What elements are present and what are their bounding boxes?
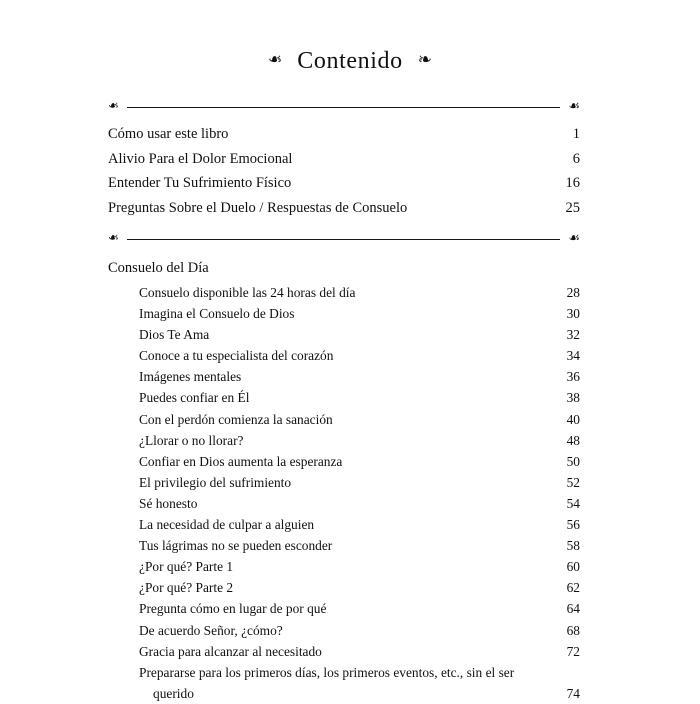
toc-entry-page-number: 6 [572,150,580,167]
divider-top [108,100,580,114]
toc-entry-label: Imágenes mentales [139,369,242,385]
toc-entry-page-number: 52 [566,474,580,490]
toc-entry-label: Con el perdón comienza la sanación [139,411,333,427]
toc-sub-entry[interactable] [139,366,580,387]
divider-ornament-left-icon: ❧ [108,98,119,114]
toc-entry-page-number: 62 [566,580,580,596]
toc-entry-label: Conoce a tu especialista del corazón [139,348,334,364]
toc-entry-label: Confiar en Dios aumenta la esperanza [139,453,343,469]
toc-sub-entry[interactable] [139,430,580,451]
toc-entry-label: Puedes confiar en Él [139,390,250,406]
toc-entry-page-number: 56 [566,517,580,533]
toc-entry-label: Gracia para alcanzar al necesitado [139,643,322,659]
toc-entry-page-number: 68 [566,622,580,638]
toc-entry-label: ¿Llorar o no llorar? [139,432,244,448]
toc-entry-page-number: 16 [565,175,580,191]
toc-entry-label: Alivio Para el Dolor Emocional [108,150,293,167]
toc-sub-entry[interactable] [139,577,580,598]
toc-entry-label: ¿Por qué? Parte 2 [139,580,234,596]
toc-entry-page-number: 54 [566,495,580,511]
divider-middle [108,232,580,246]
toc-entry-page-number: 74 [566,685,580,701]
toc-sub-entry[interactable] [139,282,580,303]
toc-sub-entry[interactable] [139,303,580,324]
toc-entry[interactable] [108,171,580,196]
toc-sub-entry[interactable] [139,535,580,556]
toc-content [108,100,580,704]
toc-entry[interactable] [108,122,580,147]
toc-sub-entry[interactable] [139,641,580,662]
toc-entry-label: Consuelo disponible las 24 horas del día [139,285,356,300]
toc-sub-entry[interactable] [139,556,580,577]
divider-rule [127,107,560,108]
toc-entry-page-number: 32 [566,327,580,343]
divider-ornament-right-icon: ☙ [568,98,580,114]
page-title: Contenido [297,48,403,74]
toc-entry[interactable] [108,196,580,221]
toc-entry-page-number: 30 [566,306,580,322]
toc-sub-entry[interactable] [139,514,580,535]
toc-entry-label: La necesidad de culpar a alguien [139,517,315,533]
toc-sub-entry[interactable] [139,409,580,430]
toc-sub-entry[interactable] [139,387,580,408]
divider-ornament-left-icon: ❧ [108,230,119,246]
page-title-area [0,0,700,88]
toc-entry-page-number: 60 [566,559,580,575]
toc-entry-page-number: 64 [566,601,580,617]
toc-sub-entry[interactable] [139,662,580,704]
toc-entry-page-number: 38 [566,390,580,406]
section-heading: Consuelo del Día [108,260,209,276]
toc-entry-page-number: 1 [572,126,580,142]
toc-entry-page-number: 34 [566,348,580,364]
toc-sub-entry[interactable] [139,451,580,472]
page-title-row [268,48,432,75]
toc-entry-page-number: 50 [566,453,580,469]
toc-entry-label: Sé honesto [139,495,198,511]
toc-entry-label: ¿Por qué? Parte 1 [139,559,234,575]
toc-sub-entry[interactable] [139,472,580,493]
toc-entry[interactable] [108,147,580,172]
toc-entry-label: Entender Tu Sufrimiento Físico [108,175,292,191]
toc-entry-page-number: 48 [566,432,580,448]
toc-sub-entry[interactable] [139,345,580,366]
toc-sub-entry[interactable] [139,620,580,641]
main-entry-list [108,122,580,220]
toc-sub-entry[interactable] [139,324,580,345]
toc-entry-label: El privilegio del sufrimiento [139,474,292,490]
toc-entry-page-number: 36 [566,369,580,385]
toc-entry-label: Tus lágrimas no se pueden esconder [139,538,333,554]
sub-entry-list [108,282,580,704]
toc-entry-page-number: 28 [566,285,580,300]
toc-entry-page-number: 40 [566,411,580,427]
toc-entry-label: Dios Te Ama [139,327,210,343]
toc-entry-label: De acuerdo Señor, ¿cómo? [139,622,283,638]
toc-entry-label: Pregunta cómo en lugar de por qué [139,601,327,617]
toc-sub-entry[interactable] [139,493,580,514]
toc-entry-page-number: 72 [566,643,580,659]
fleuron-ornament-left-icon: ❧ [268,50,283,70]
toc-sub-entry[interactable] [139,598,580,619]
fleuron-ornament-right-icon: ❧ [417,50,432,70]
toc-entry-label: Preguntas Sobre el Duelo / Respuestas de Consuelo [108,199,408,216]
divider-rule [127,239,560,240]
toc-entry-label: Prepararse para los primeros días, los primeros eventos, etc., sin el ser querido [139,664,515,701]
toc-entry-page-number: 58 [566,538,580,554]
divider-ornament-right-icon: ☙ [568,230,580,246]
toc-entry-page-number: 25 [565,199,580,216]
toc-entry-label: Imagina el Consuelo de Dios [139,306,295,322]
toc-entry-label: Cómo usar este libro [108,126,229,142]
